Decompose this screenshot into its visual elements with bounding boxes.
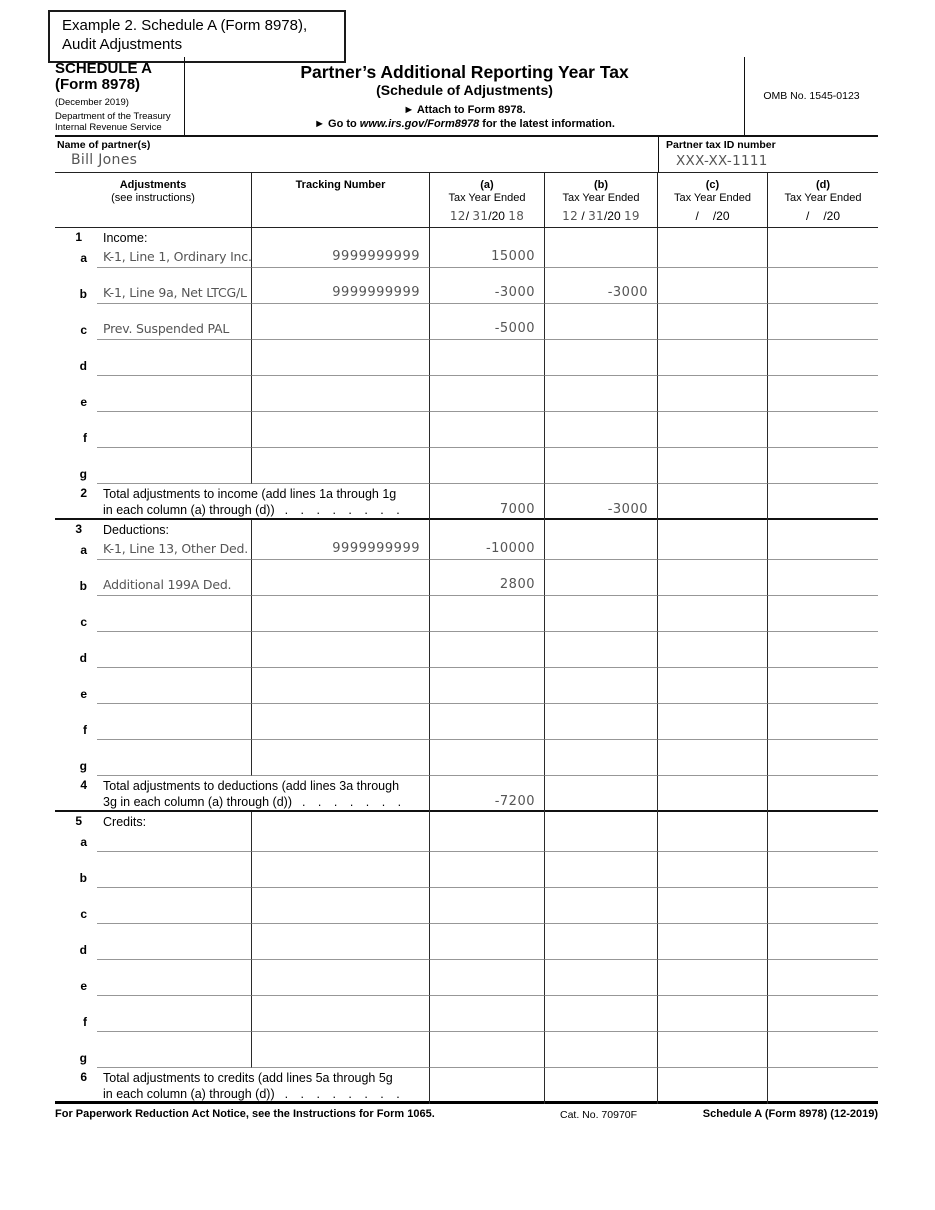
row-gutter: [55, 228, 97, 268]
amount-cell-d[interactable]: [768, 668, 878, 704]
amount-cell-d[interactable]: [768, 776, 878, 812]
adjustment-cell[interactable]: [97, 668, 252, 704]
tracking-cell[interactable]: [252, 996, 430, 1032]
row-gutter: [55, 376, 97, 412]
row-gutter: [55, 448, 97, 484]
tracking-cell[interactable]: [252, 852, 430, 888]
partner-name-label: Name of partner(s): [57, 139, 151, 151]
amount-cell-a[interactable]: [430, 1068, 545, 1104]
col-header-b: (b) Tax Year Ended 12 / 31/20 19: [545, 173, 658, 227]
row-gutter: [55, 268, 97, 304]
row-gutter: [55, 924, 97, 960]
tracking-cell[interactable]: [252, 596, 430, 632]
amount-cell-b[interactable]: [545, 304, 658, 340]
adjustment-cell[interactable]: [97, 924, 252, 960]
row-4-total-deductions: [55, 776, 878, 812]
tracking-cell[interactable]: [252, 448, 430, 484]
tracking-cell[interactable]: [252, 924, 430, 960]
total-label-cell: Total adjustments to credits (add lines 5a through 5g in each column (a) through (d)) . . . . . . . .: [97, 1068, 430, 1104]
row-gutter: [55, 340, 97, 376]
amount-entry: 7000: [499, 502, 535, 517]
row-letter: d: [79, 943, 87, 957]
amount-cell-c[interactable]: [658, 852, 768, 888]
amount-cell-d[interactable]: [768, 484, 878, 520]
partner-tin-field[interactable]: [658, 137, 878, 172]
row-letter: g: [79, 1051, 87, 1065]
amount-entry: -10000: [485, 541, 535, 556]
amount-cell-b[interactable]: [545, 1032, 658, 1068]
row-number: 3: [75, 522, 82, 536]
row-letter: e: [80, 395, 87, 409]
amount-cell-d[interactable]: [768, 852, 878, 888]
row-letter: e: [80, 687, 87, 701]
catalog-number: Cat. No. 70970F: [560, 1109, 638, 1121]
amount-cell-c[interactable]: [658, 412, 768, 448]
amount-cell-a[interactable]: [430, 776, 545, 812]
amount-entry: -3000: [607, 502, 648, 517]
row-5c: [55, 888, 878, 924]
adjustment-cell[interactable]: [97, 996, 252, 1032]
irs-url: www.irs.gov/Form8978: [359, 118, 480, 130]
partner-tin-label: Partner tax ID number: [666, 139, 776, 151]
row-letter: d: [79, 651, 87, 665]
tax-year-date-b[interactable]: 12 / 31/20 19: [562, 209, 640, 223]
tracking-cell[interactable]: [252, 228, 430, 268]
amount-cell-c[interactable]: [658, 340, 768, 376]
amount-cell-d[interactable]: [768, 340, 878, 376]
adjustment-cell[interactable]: [97, 520, 252, 560]
col-header-tracking: Tracking Number: [252, 173, 430, 227]
row-3a: [55, 520, 878, 560]
amount-cell-d[interactable]: [768, 924, 878, 960]
row-5b: [55, 852, 878, 888]
amount-cell-d[interactable]: [768, 412, 878, 448]
row-number: 2: [80, 486, 87, 500]
tracking-entry: 9999999999: [332, 541, 420, 556]
omb-number: OMB No. 1545-0123: [763, 90, 860, 102]
amount-cell-a[interactable]: [430, 740, 545, 776]
row-letter: c: [80, 323, 87, 337]
col-header-d: (d) Tax Year Ended / /20: [768, 173, 878, 227]
amount-cell-c[interactable]: [658, 668, 768, 704]
row-5e: [55, 960, 878, 996]
form-header: [55, 57, 878, 135]
amount-cell-a[interactable]: [430, 632, 545, 668]
row-letter: g: [79, 759, 87, 773]
row-gutter: [55, 668, 97, 704]
row-5a: [55, 812, 878, 852]
row-gutter: [55, 484, 97, 520]
adjustment-cell[interactable]: [97, 812, 252, 852]
tracking-cell[interactable]: [252, 340, 430, 376]
amount-cell-b[interactable]: [545, 812, 658, 852]
partner-tin-value: XXX-XX-1111: [676, 153, 768, 169]
row-letter: c: [80, 615, 87, 629]
example-callout-box: [48, 10, 346, 63]
row-gutter: [55, 740, 97, 776]
dot-leader: . . . . . . . .: [284, 502, 400, 517]
col-header-a: (a) Tax Year Ended 12/ 31/20 18: [430, 173, 545, 227]
amount-entry: -3000: [607, 285, 648, 300]
adjustment-cell[interactable]: [97, 596, 252, 632]
partner-info-row: [55, 135, 878, 173]
amount-cell-b[interactable]: [545, 228, 658, 268]
tax-year-date-d[interactable]: / /20: [805, 209, 841, 223]
row-gutter: [55, 888, 97, 924]
amount-cell-c[interactable]: [658, 376, 768, 412]
tracking-cell[interactable]: [252, 304, 430, 340]
adjustment-cell[interactable]: [97, 228, 252, 268]
row-3e: [55, 668, 878, 704]
row-1d: [55, 340, 878, 376]
amount-cell-a[interactable]: [430, 960, 545, 996]
adjustment-cell[interactable]: [97, 632, 252, 668]
amount-cell-a[interactable]: [430, 888, 545, 924]
amount-cell-b[interactable]: [545, 852, 658, 888]
amount-cell-b[interactable]: [545, 596, 658, 632]
tracking-cell[interactable]: [252, 812, 430, 852]
row-1e: [55, 376, 878, 412]
amount-cell-c[interactable]: [658, 888, 768, 924]
section-heading: Deductions:: [103, 523, 170, 537]
row-gutter: [55, 304, 97, 340]
tax-year-date-a[interactable]: 12/ 31/20 18: [449, 209, 525, 223]
row-1a: [55, 228, 878, 268]
partner-name-value: Bill Jones: [71, 152, 138, 168]
amount-cell-b[interactable]: [545, 268, 658, 304]
row-gutter: [55, 852, 97, 888]
tracking-cell[interactable]: [252, 632, 430, 668]
amount-cell-b[interactable]: [545, 668, 658, 704]
amount-cell-a[interactable]: [430, 596, 545, 632]
adjustment-cell[interactable]: [97, 560, 252, 596]
example-line2: Audit Adjustments: [62, 36, 183, 53]
amount-cell-a[interactable]: [430, 520, 545, 560]
amount-entry: -3000: [494, 285, 535, 300]
amount-cell-a[interactable]: [430, 340, 545, 376]
amount-cell-c[interactable]: [658, 776, 768, 812]
row-number: 1: [75, 230, 82, 244]
amount-cell-a[interactable]: [430, 268, 545, 304]
amount-entry: -5000: [494, 321, 535, 336]
adjustment-cell[interactable]: [97, 888, 252, 924]
tracking-cell[interactable]: [252, 888, 430, 924]
amount-cell-d[interactable]: [768, 376, 878, 412]
tracking-cell[interactable]: [252, 412, 430, 448]
row-gutter: [55, 632, 97, 668]
dot-leader: . . . . . . . .: [284, 1086, 400, 1101]
department-line1: Department of the Treasury: [55, 111, 171, 122]
amount-cell-b[interactable]: [545, 632, 658, 668]
row-gutter: [55, 812, 97, 852]
row-gutter: [55, 520, 97, 560]
row-letter: b: [79, 579, 87, 593]
amount-cell-c[interactable]: [658, 596, 768, 632]
section-heading: Credits:: [103, 815, 147, 829]
row-5d: [55, 924, 878, 960]
amount-cell-b[interactable]: [545, 888, 658, 924]
amount-cell-b[interactable]: [545, 704, 658, 740]
row-letter: c: [80, 907, 87, 921]
amount-cell-a[interactable]: [430, 704, 545, 740]
tracking-entry: 9999999999: [332, 249, 420, 264]
adjustment-cell[interactable]: [97, 448, 252, 484]
amount-cell-c[interactable]: [658, 1032, 768, 1068]
amount-cell-a[interactable]: [430, 412, 545, 448]
tracking-cell[interactable]: [252, 740, 430, 776]
department-line2: Internal Revenue Service: [55, 122, 162, 133]
adjustment-entry: K-1, Line 1, Ordinary Inc.: [103, 249, 252, 264]
amount-cell-a[interactable]: [430, 304, 545, 340]
amount-cell-d[interactable]: [768, 812, 878, 852]
amount-cell-d[interactable]: [768, 268, 878, 304]
form-footer-id: Schedule A (Form 8978) (12-2019): [702, 1108, 878, 1120]
amount-entry: -7200: [494, 794, 535, 809]
row-letter: f: [83, 431, 87, 445]
section-heading: Income:: [103, 231, 148, 245]
form-footer: [55, 1104, 878, 1126]
row-gutter: [55, 996, 97, 1032]
row-3b: [55, 560, 878, 596]
row-1c: [55, 304, 878, 340]
adjustment-cell[interactable]: [97, 268, 252, 304]
amount-cell-c[interactable]: [658, 812, 768, 852]
form-title: Partner’s Additional Reporting Year Tax: [300, 62, 629, 82]
amount-cell-d[interactable]: [768, 560, 878, 596]
row-1f: [55, 412, 878, 448]
row-gutter: [55, 776, 97, 812]
row-1b: [55, 268, 878, 304]
tracking-cell[interactable]: [252, 376, 430, 412]
table-header-row: [55, 173, 878, 228]
amount-cell-d[interactable]: [768, 1032, 878, 1068]
row-3f: [55, 704, 878, 740]
amount-cell-b[interactable]: [545, 740, 658, 776]
amount-cell-a[interactable]: [430, 924, 545, 960]
amount-cell-d[interactable]: [768, 704, 878, 740]
paperwork-notice: For Paperwork Reduction Act Notice, see the Instructions for Form 1065.: [55, 1108, 435, 1120]
amount-cell-d[interactable]: [768, 888, 878, 924]
adjustment-cell[interactable]: [97, 1032, 252, 1068]
row-5g: [55, 1032, 878, 1068]
row-gutter: [55, 1068, 97, 1104]
amount-cell-a[interactable]: [430, 812, 545, 852]
amount-cell-a[interactable]: [430, 484, 545, 520]
row-gutter: [55, 596, 97, 632]
tracking-cell[interactable]: [252, 268, 430, 304]
amount-cell-c[interactable]: [658, 268, 768, 304]
row-gutter: [55, 1032, 97, 1068]
amount-cell-c[interactable]: [658, 304, 768, 340]
tracking-cell[interactable]: [252, 520, 430, 560]
tracking-cell[interactable]: [252, 560, 430, 596]
partner-name-field[interactable]: [55, 137, 658, 172]
col-header-adjustments: Adjustments (see instructions): [55, 173, 252, 227]
amount-cell-b[interactable]: [545, 960, 658, 996]
row-letter: b: [79, 287, 87, 301]
row-letter: a: [80, 543, 87, 557]
row-number: 6: [80, 1070, 87, 1084]
schedule-name: SCHEDULE A: [55, 60, 152, 77]
amount-cell-d[interactable]: [768, 1068, 878, 1104]
adjustment-cell[interactable]: [97, 412, 252, 448]
col-header-c: (c) Tax Year Ended / /20: [658, 173, 768, 227]
adjustment-entry: Prev. Suspended PAL: [103, 321, 230, 336]
omb-block: [745, 57, 878, 135]
amount-cell-d[interactable]: [768, 520, 878, 560]
amount-cell-d[interactable]: [768, 960, 878, 996]
amount-cell-d[interactable]: [768, 304, 878, 340]
amount-entry: 15000: [491, 249, 535, 264]
amount-cell-b[interactable]: [545, 376, 658, 412]
amount-cell-b[interactable]: [545, 996, 658, 1032]
form-subtitle: (Schedule of Adjustments): [376, 82, 553, 98]
total-label-cell: Total adjustments to income (add lines 1a through 1g in each column (a) through (d)) . . . . . . . .: [97, 484, 430, 520]
tracking-cell[interactable]: [252, 1032, 430, 1068]
amount-cell-c[interactable]: [658, 924, 768, 960]
tax-year-date-c[interactable]: / /20: [695, 209, 730, 223]
adjustment-cell[interactable]: [97, 304, 252, 340]
revision-date: (December 2019): [55, 97, 129, 108]
amount-cell-c[interactable]: [658, 960, 768, 996]
adjustment-entry: K-1, Line 9a, Net LTCG/L: [103, 285, 247, 300]
row-gutter: [55, 412, 97, 448]
amount-cell-a[interactable]: [430, 228, 545, 268]
row-6-total-credits: [55, 1068, 878, 1104]
amount-cell-c[interactable]: [658, 484, 768, 520]
amount-cell-a[interactable]: [430, 1032, 545, 1068]
row-letter: f: [83, 723, 87, 737]
form-id-block: [55, 57, 185, 135]
amount-cell-c[interactable]: [658, 448, 768, 484]
amount-cell-c[interactable]: [658, 704, 768, 740]
row-gutter: [55, 960, 97, 996]
form-title-block: [185, 57, 745, 135]
amount-entry: 2800: [499, 577, 535, 592]
attach-instruction: ► Attach to Form 8978.: [403, 104, 526, 116]
adjustment-cell[interactable]: [97, 704, 252, 740]
row-gutter: [55, 560, 97, 596]
row-3g: [55, 740, 878, 776]
row-number: 4: [80, 778, 87, 792]
row-number: 5: [75, 814, 82, 828]
schedule-a-form: [55, 57, 878, 1126]
tracking-cell[interactable]: [252, 668, 430, 704]
amount-cell-b[interactable]: [545, 924, 658, 960]
amount-cell-c[interactable]: [658, 520, 768, 560]
row-gutter: [55, 704, 97, 740]
amount-cell-b[interactable]: [545, 1068, 658, 1104]
row-3c: [55, 596, 878, 632]
amount-cell-b[interactable]: [545, 340, 658, 376]
amount-cell-d[interactable]: [768, 228, 878, 268]
example-line1: Example 2. Schedule A (Form 8978),: [62, 17, 308, 34]
amount-cell-a[interactable]: [430, 560, 545, 596]
tracking-cell[interactable]: [252, 704, 430, 740]
adjustment-entry: K-1, Line 13, Other Ded.: [103, 541, 249, 556]
adjustment-entry: Additional 199A Ded.: [103, 577, 232, 592]
row-2-total-income: [55, 484, 878, 520]
row-letter: e: [80, 979, 87, 993]
amount-cell-c[interactable]: [658, 632, 768, 668]
amount-cell-c[interactable]: [658, 560, 768, 596]
form-number: (Form 8978): [55, 76, 141, 93]
tracking-entry: 9999999999: [332, 285, 420, 300]
row-5f: [55, 996, 878, 1032]
amount-cell-c[interactable]: [658, 740, 768, 776]
amount-cell-b[interactable]: [545, 412, 658, 448]
amount-cell-a[interactable]: [430, 448, 545, 484]
row-letter: a: [80, 251, 87, 265]
adjustment-cell[interactable]: [97, 340, 252, 376]
amount-cell-b[interactable]: [545, 448, 658, 484]
dot-leader: . . . . . . .: [301, 794, 402, 809]
adjustment-cell[interactable]: [97, 960, 252, 996]
amount-cell-a[interactable]: [430, 852, 545, 888]
amount-cell-d[interactable]: [768, 740, 878, 776]
tracking-cell[interactable]: [252, 960, 430, 996]
amount-cell-b[interactable]: [545, 560, 658, 596]
amount-cell-d[interactable]: [768, 632, 878, 668]
amount-cell-b[interactable]: [545, 776, 658, 812]
amount-cell-a[interactable]: [430, 668, 545, 704]
amount-cell-d[interactable]: [768, 448, 878, 484]
amount-cell-a[interactable]: [430, 996, 545, 1032]
row-letter: d: [79, 359, 87, 373]
row-letter: g: [79, 467, 87, 481]
amount-cell-d[interactable]: [768, 996, 878, 1032]
amount-cell-c[interactable]: [658, 1068, 768, 1104]
amount-cell-c[interactable]: [658, 228, 768, 268]
amount-cell-b[interactable]: [545, 520, 658, 560]
goto-instruction: ► Go to www.irs.gov/Form8978 for the latest information.: [314, 118, 615, 130]
amount-cell-a[interactable]: [430, 376, 545, 412]
total-label-cell: Total adjustments to deductions (add lines 3a through 3g in each column (a) through (d)) . . . . . . .: [97, 776, 430, 812]
amount-cell-c[interactable]: [658, 996, 768, 1032]
amount-cell-b[interactable]: [545, 484, 658, 520]
row-letter: a: [80, 835, 87, 849]
row-1g: [55, 448, 878, 484]
adjustment-cell[interactable]: [97, 852, 252, 888]
row-letter: b: [79, 871, 87, 885]
adjustment-cell[interactable]: [97, 376, 252, 412]
row-3d: [55, 632, 878, 668]
adjustment-cell[interactable]: [97, 740, 252, 776]
amount-cell-d[interactable]: [768, 596, 878, 632]
row-letter: f: [83, 1015, 87, 1029]
